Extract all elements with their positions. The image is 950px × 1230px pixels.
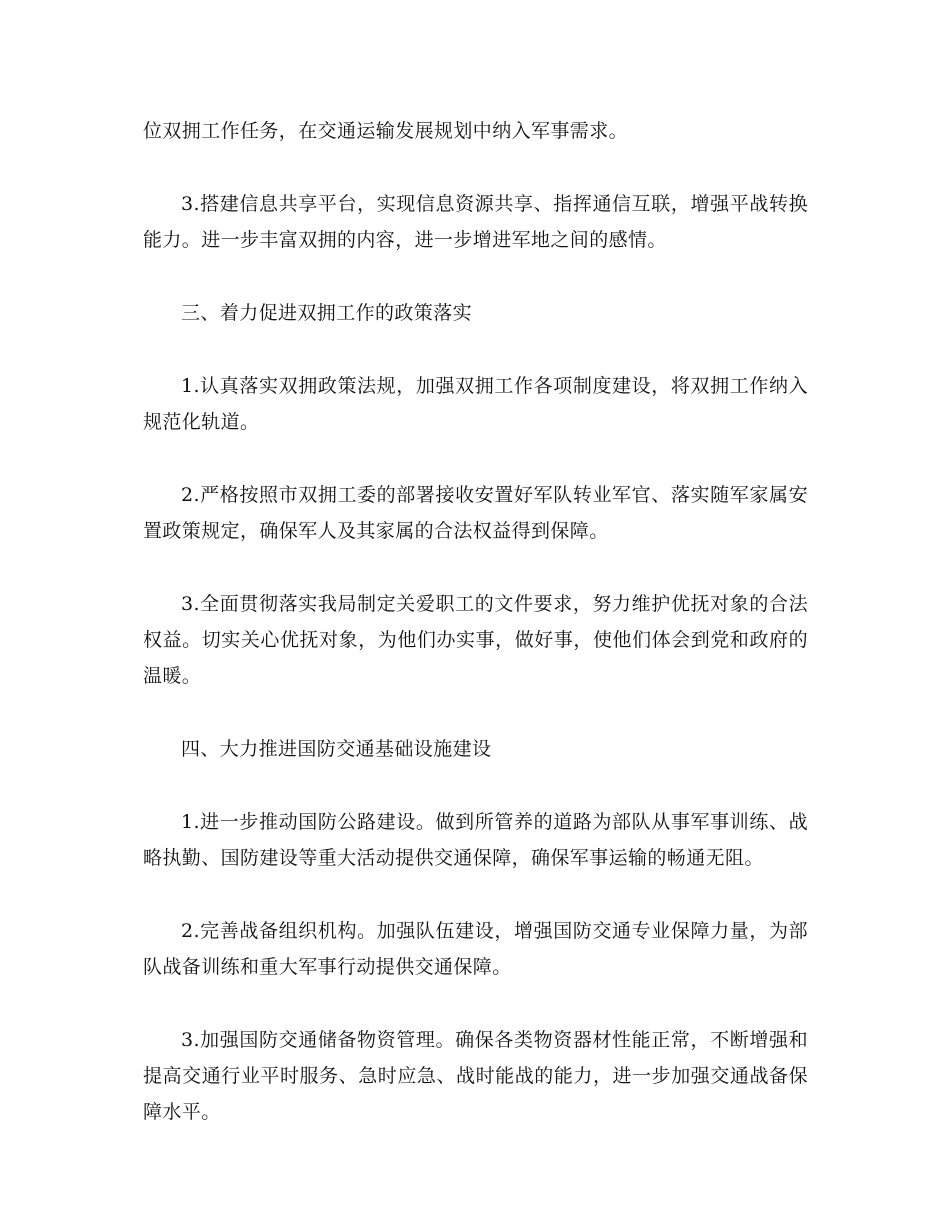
paragraph-continuation: 位双拥工作任务，在交通运输发展规划中纳入军事需求。 xyxy=(143,120,629,142)
paragraph-item-3-materials: 3.加强国防交通储备物资管理。确保各类物资器材性能正常，不断增强和提高交通行业平时服务、急时应急、战时能战的能力，进一步加强交通战备保障水平。 xyxy=(143,1029,808,1123)
paragraph-item-3-care: 3.全面贯彻落实我局制定关爱职工的文件要求，努力维护优抚对象的合法权益。切实关心优抚对象，为他们办实事，做好事，使他们体会到党和政府的温暖。 xyxy=(143,593,808,687)
section-heading-3: 三、着力促进双拥工作的政策落实 xyxy=(181,302,473,324)
paragraph-item-2-resettlement: 2.严格按照市双拥工委的部署接收安置好军队转业军官、落实随军家属安置政策规定，确保军人及其家属的合法权益得到保障。 xyxy=(143,484,808,542)
paragraph-item-2-organization: 2.完善战备组织机构。加强队伍建设，增强国防交通专业保障力量，为部队战备训练和重大军事行动提供交通保障。 xyxy=(143,920,808,978)
paragraph-item-3-info-platform: 3.搭建信息共享平台，实现信息资源共享、指挥通信互联，增强平战转换能力。进一步丰富双拥的内容，进一步增进军地之间的感情。 xyxy=(143,193,808,251)
paragraph-item-1-policy: 1.认真落实双拥政策法规，加强双拥工作各项制度建设，将双拥工作纳入规范化轨道。 xyxy=(143,375,808,433)
paragraph-item-1-roads: 1.进一步推动国防公路建设。做到所管养的道路为部队从事军事训练、战略执勤、国防建设等重大活动提供交通保障，确保军事运输的畅通无阻。 xyxy=(143,811,808,869)
section-heading-4: 四、大力推进国防交通基础设施建设 xyxy=(181,738,492,760)
document-body xyxy=(143,113,808,1167)
